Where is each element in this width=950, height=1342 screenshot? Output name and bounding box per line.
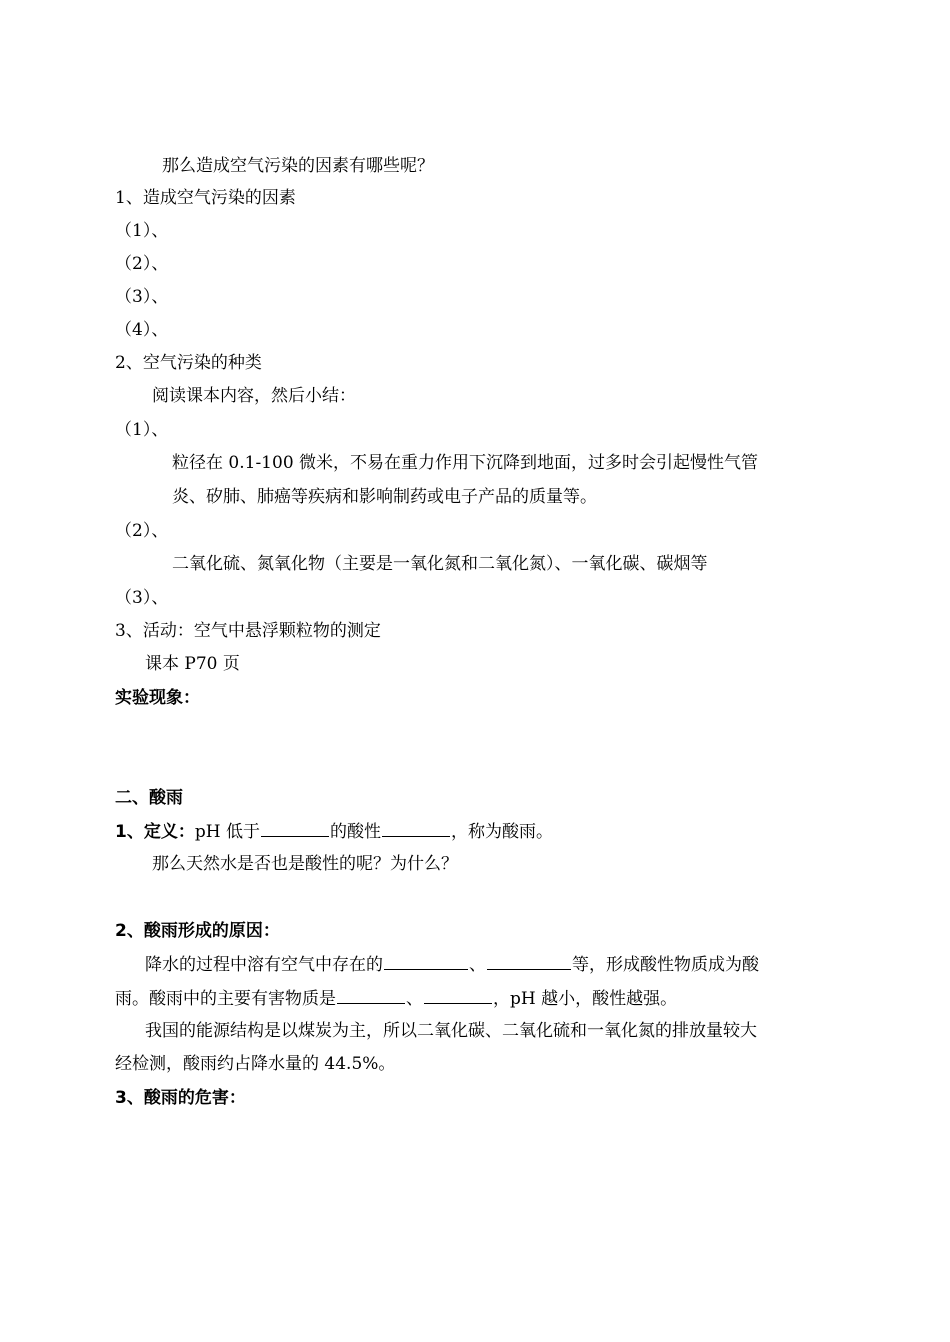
acid-rain-heading: 二、酸雨 xyxy=(115,788,183,808)
harmful-blank-2[interactable] xyxy=(424,986,492,1004)
energy-line-1: 我国的能源结构是以煤炭为主，所以二氧化碳、二氧化硫和一氧化氮的排放量较大 xyxy=(145,1021,757,1041)
energy-line-2: 经检测，酸雨约占降水量的 44.5%。 xyxy=(115,1054,396,1074)
cause-text-b: 等，形成酸性物质成为酸 xyxy=(572,955,759,975)
definition-text-a: pH 低于 xyxy=(194,822,260,842)
section2-item-1-desc-a: 粒径在 0.1-100 微米，不易在重力作用下沉降到地面，过多时会引起慢性气管 xyxy=(172,453,759,473)
definition-label: 1、定义： xyxy=(115,822,195,842)
section3-title: 3、活动：空气中悬浮颗粒物的测定 xyxy=(115,621,381,641)
section1-item-1: （1）、 xyxy=(115,221,169,241)
intro-question: 那么造成空气污染的因素有哪些呢？ xyxy=(162,156,434,176)
observation-label: 实验现象： xyxy=(115,688,200,708)
cause-text-c: 雨。酸雨中的主要有害物质是 xyxy=(115,989,336,1009)
section2-item-2: （2）、 xyxy=(115,521,169,541)
definition-blank-1[interactable] xyxy=(261,819,329,837)
cause-text-a: 降水的过程中溶有空气中存在的 xyxy=(145,955,383,975)
section2-title: 2、空气污染的种类 xyxy=(115,353,262,373)
section2-item-2-desc: 二氧化硫、氮氧化物（主要是一氧化氮和二氧化氮）、一氧化碳、碳烟等 xyxy=(172,554,708,574)
cause-blank-2[interactable] xyxy=(487,952,571,970)
cause-sep-2: 、 xyxy=(406,989,423,1009)
natural-water-question: 那么天然水是否也是酸性的呢？为什么？ xyxy=(152,854,458,874)
definition-blank-2[interactable] xyxy=(382,819,450,837)
cause-label: 2、酸雨形成的原因： xyxy=(115,921,280,941)
section3-ref: 课本 P70 页 xyxy=(145,654,240,674)
section1-title: 1、造成空气污染的因素 xyxy=(115,188,296,208)
harm-label: 3、酸雨的危害： xyxy=(115,1088,246,1108)
definition-text-c: ，称为酸雨。 xyxy=(450,822,553,842)
section2-item-1-desc-b: 炎、矽肺、肺癌等疾病和影响制药或电子产品的质量等。 xyxy=(172,487,597,507)
cause-line-1 xyxy=(145,952,759,977)
section2-item-1: （1）、 xyxy=(115,420,169,440)
section1-item-3: （3）、 xyxy=(115,287,169,307)
cause-sep-1: 、 xyxy=(469,955,486,975)
cause-blank-1[interactable] xyxy=(384,952,468,970)
cause-text-d: ，pH 越小，酸性越强。 xyxy=(493,989,678,1009)
cause-line-2 xyxy=(115,986,677,1011)
section2-instruction: 阅读课本内容，然后小结： xyxy=(152,386,356,406)
section2-item-3: （3）、 xyxy=(115,588,169,608)
section1-item-4: （4）、 xyxy=(115,320,169,340)
section1-item-2: （2）、 xyxy=(115,254,169,274)
definition-line xyxy=(115,819,553,844)
harmful-blank-1[interactable] xyxy=(337,986,405,1004)
definition-text-b: 的酸性 xyxy=(329,822,381,842)
